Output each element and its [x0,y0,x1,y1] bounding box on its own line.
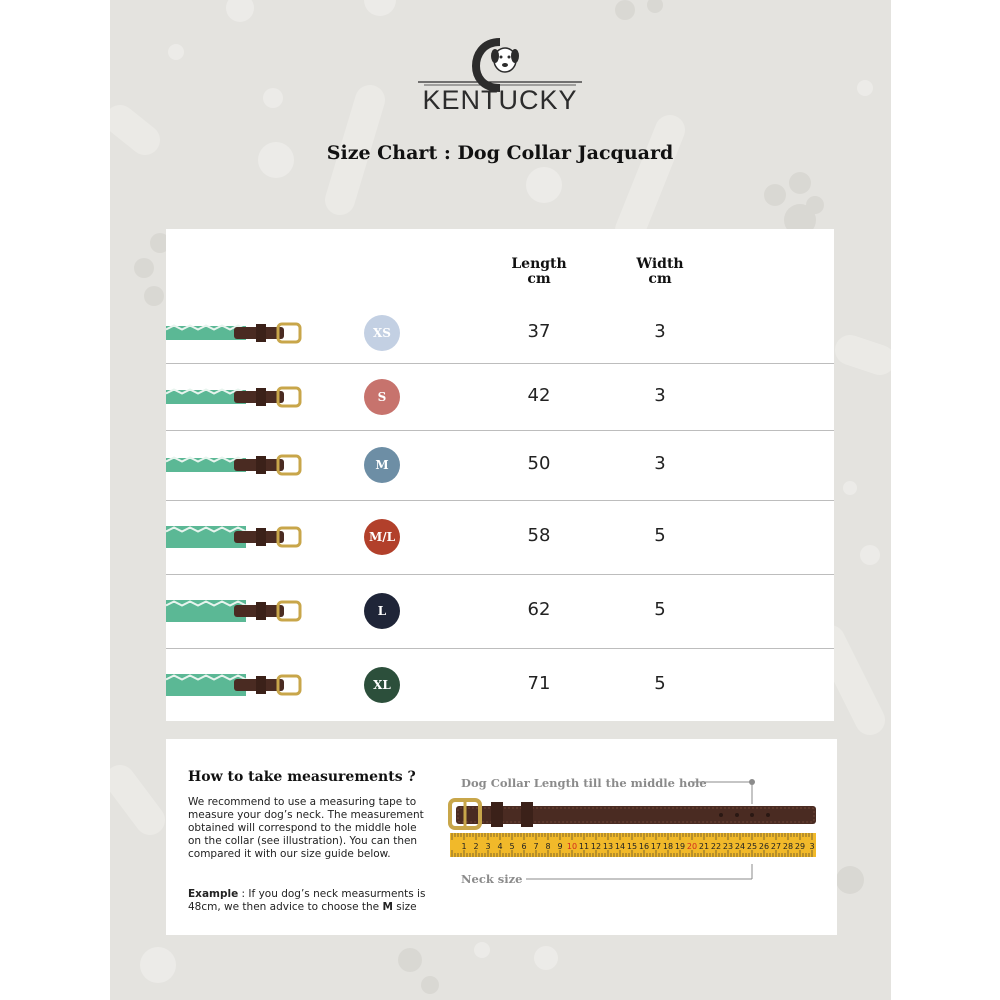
ruler-number: 2 [473,842,479,851]
ruler-number: 26 [758,842,770,851]
ruler-number: 12 [590,842,602,851]
ruler-number: 6 [521,842,527,851]
length-cell: 42 [527,384,551,406]
ruler-number: 21 [698,842,710,851]
ruler-number: 11 [578,842,590,851]
length-cell: 71 [527,672,551,694]
leather-collar [450,800,816,828]
ruler-number: 3 [809,842,815,851]
table-row [166,574,834,648]
collar-image [166,377,306,417]
ruler-number: 7 [533,842,539,851]
collar-image [166,665,306,705]
table-row [166,500,834,574]
collar-image [166,517,306,557]
ruler-number: 24 [734,842,746,851]
neck-size-label: Neck size [461,872,523,886]
ruler-number: 3 [485,842,491,851]
page-title: Size Chart : Dog Collar Jacquard [326,142,674,164]
ruler-number: 13 [602,842,614,851]
size-table [166,229,834,721]
width-header: Width cm [636,256,684,287]
table-row [166,303,834,363]
ruler-number: 1 [461,842,467,851]
size-badge: L [364,593,400,629]
length-cell: 62 [527,599,551,620]
ruler-number: 20 [686,842,698,851]
length-cell: 37 [527,321,551,342]
ruler-number: 25 [746,842,758,851]
ruler-number: 8 [545,842,551,851]
brand-name: KENTUCKY [422,85,578,115]
ruler-number: 14 [614,842,626,851]
ruler-number: 18 [662,842,674,851]
ruler-number: 15 [626,842,638,851]
collar-length-label: Dog Collar Length till the middle hole [461,776,707,790]
ruler-number: 19 [674,842,686,851]
size-badge: M/L [364,519,400,555]
measure-title: How to take measurements ? [188,769,416,785]
width-cell: 5 [654,672,666,694]
ruler-number: 17 [650,842,662,851]
length-cell: 58 [527,525,551,546]
ruler-number: 23 [722,842,734,851]
size-badge: XL [364,667,400,703]
ruler-number: 4 [497,842,503,851]
dog-head-icon [491,48,519,72]
measurement-guide [166,739,837,935]
ruler-number: 9 [557,842,563,851]
measuring-tape [450,833,816,857]
width-cell: 3 [654,453,666,474]
collar-ruler-illustration [446,769,821,909]
width-cell: 3 [654,321,666,342]
ruler-number: 29 [794,842,806,851]
ruler-number: 10 [566,842,578,851]
length-header: Length cm [511,256,567,287]
table-row [166,363,834,430]
collar-image [166,313,306,353]
length-cell: 50 [527,453,551,474]
table-row [166,430,834,500]
size-badge: S [364,379,400,415]
width-cell: 5 [654,599,666,620]
measure-instructions: We recommend to use a measuring tape to measure your dog’s neck. The measurement obtained will correspond to the middle hole on the collar (see illustration). You can then compared it with our size guide below. [188,796,424,860]
size-badge: M [364,447,400,483]
collar-image [166,445,306,485]
ruler-number: 22 [710,842,722,851]
measure-example: Example : If you dog’s neck measurments is 48cm, we then advice to choose the M size [188,888,426,913]
table-row [166,648,834,721]
size-badge: XS [364,315,400,351]
width-cell: 3 [654,384,666,406]
collar-image [166,591,306,631]
ruler-number: 16 [638,842,650,851]
ruler-number: 27 [770,842,782,851]
ruler-number: 28 [782,842,794,851]
ruler-number: 5 [509,842,515,851]
width-cell: 5 [654,525,666,546]
